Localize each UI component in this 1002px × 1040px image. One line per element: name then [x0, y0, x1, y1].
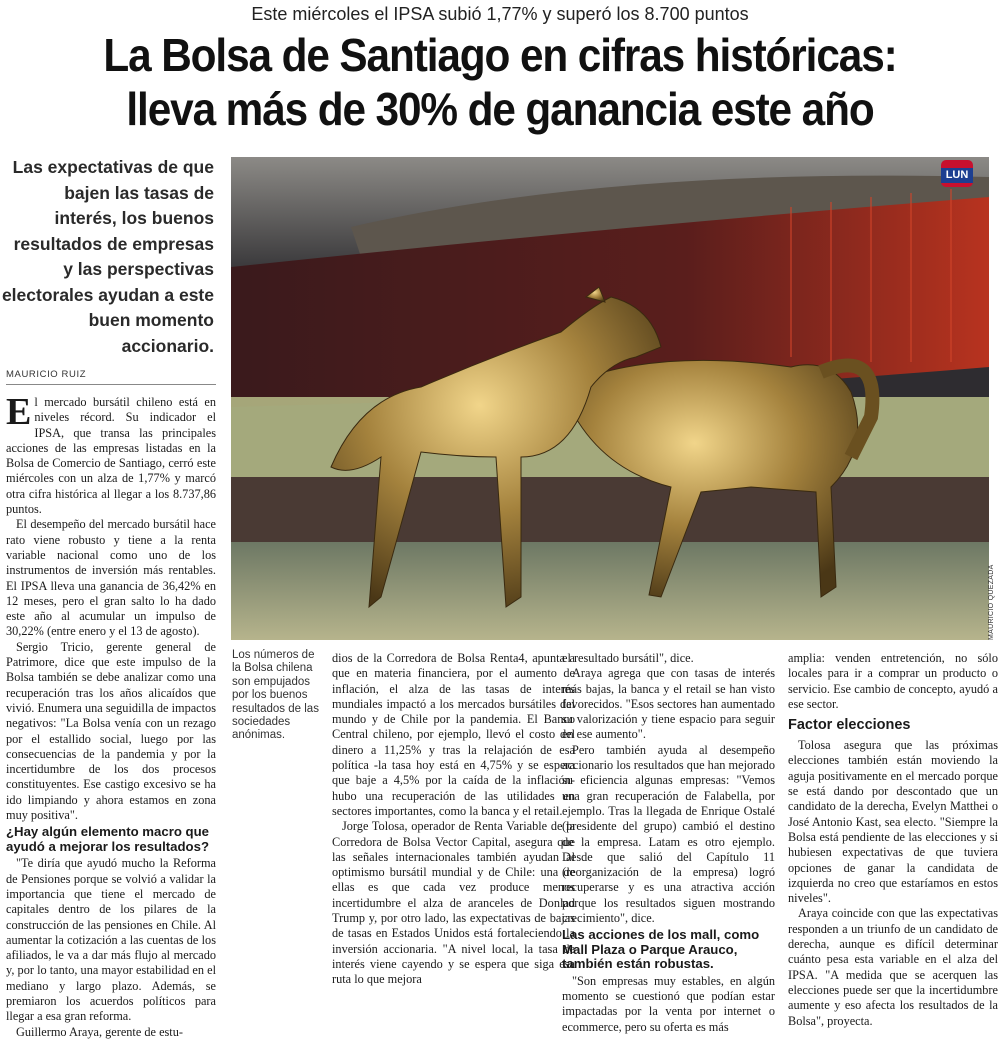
paragraph: l mercado bursátil chileno está en niveles récord. Su indicador el IPSA, que transa las principales acciones de las empresas listadas en la Bolsa de Comercio de Santiago, cerró este miércoles con un alza de 1,77% y marcó otra cifra histórica al llegar a los 8.737,86 puntos. [6, 395, 216, 517]
paragraph: Jorge Tolosa, operador de Renta Variable de la Corredora de Bolsa Vector Capital, asegura que las señales internacionales también ayudan al optimismo bursátil mundial y de Chile: una de ellas es que cada vez produce menos incertidumbre el alza de aranceles de Donlad Trump y, por otro lado, las expectativas de bajas de tasas en Estados Unidos está fortaleciendo la inversión accionaria. "A nivel local, la tasa de interés viene cayendo y se espera que siga esa ruta lo que mejora [332, 819, 575, 987]
paragraph: Pero también ayuda al desempeño accionario los resultados que han mejorado su eficiencia algunas empresas: "Vemos una gran recuperación de Falabella, por ejemplo. Tras la llegada de Enrique Ostalé (presidente del grupo) cambió el destino de la empresa. Latam es otro ejemplo. Desde que salió del Capítulo 11 (reorganización de la empresa) logró recuperarse y es una atractiva acción porque los resultados siguen mostrando crecimiento", dice. [562, 742, 775, 926]
headline-line-2: lleva más de 30% de ganancia este año [126, 83, 874, 135]
photo-caption: Los números de la Bolsa chilena son empujados por los buenos resultados de las sociedades anónimas. [232, 649, 319, 742]
article-photo [231, 157, 989, 640]
paragraph: amplia: venden entretención, no sólo locales para ir a comprar un producto o servicio. Ese cambio de concepto, ayudó a ese sector. [788, 651, 998, 711]
byline: MAURICIO RUIZ [6, 369, 216, 385]
photo-credit: MAURICIO QUEZADA [988, 564, 995, 640]
paragraph: "Son empresas muy estables, en algún momento se cuestionó que podían estar impactadas por la venta por internet o ecommerce, pero su oferta es más [562, 973, 775, 1034]
paragraph: Araya coincide con que las expectativas responden a un triunfo de un candidato de derecha, aunque es difícil determinar cuánto pesa esta variable en el alza del IPSA. "A medida que se acerquen las elecciones puede ser que la incertidumbre aumente y eso afecta los resultados de la Bolsa", proyecta. [788, 906, 998, 1028]
article-column-4 [788, 651, 998, 1028]
paragraph: dios de la Corredora de Bolsa Renta4, apunta a que en materia financiera, por el aumento de inflación, el alza de las tasas de interés mundiales impactó a los mercados bursátiles del mundo y de Chile por la pandemia. El Banco Central chileno, por ejemplo, llevó el costo del dinero a 11,25% y tras la relajación de esa política -la tasa hoy está en 4,75% y se espera que baje a 4,5% por la caída de la inflación- hubo una recuperación de las utilidades en sectores importantes, como la banca y el retail. [332, 651, 575, 818]
horse-statue-illustration [231, 157, 989, 640]
article-lead: Las expectativas de que bajen las tasas de interés, los buenos resultados de empresas y las perspectivas electorales ayudan a este buen momento accionario. [1, 157, 214, 356]
paragraph: Guillermo Araya, gerente de estu- [16, 1024, 183, 1039]
article-kicker: Este miércoles el IPSA subió 1,77% y superó los 8.700 puntos [251, 4, 749, 24]
article-headline [40, 28, 960, 136]
headline-line-1: La Bolsa de Santiago en cifras históricas: [103, 29, 897, 81]
lun-logo: LUN [941, 160, 973, 187]
interview-question: ¿Hay algún elemento macro que ayudó a mejorar los resultados? [6, 824, 210, 854]
interview-question: Las acciones de los mall, como Mall Plaza o Parque Arauco, también están robustas. [562, 927, 760, 972]
paragraph: el resultado bursátil", dice. [562, 651, 694, 665]
paragraph: Araya agrega que con tasas de interés más bajas, la banca y el retail se han visto favorecidos. "Esos sectores han aumentado su valorización y tiene espacio para seguir en ese aumento". [562, 666, 775, 742]
article-column-3 [562, 651, 775, 1034]
section-subhead: Factor elecciones [788, 717, 911, 734]
paragraph: "Te diría que ayudó mucho la Reforma de Pensiones porque se volvió a validar la importancia que tiene el mercado de capitales dentro de los pilares de la construcción de las pensiones en Chile. Al aumentar la cotización a las cuentas de los afiliados, le va a dar más flujo al mercado y, por lo tanto, una mayor estabilidad en el mediano y largo plazo. Además, se premiaron los acuerdos políticos para llegar a esa gran reforma. [6, 856, 216, 1024]
article-column-1 [6, 391, 216, 1039]
paragraph: El desempeño del mercado bursátil hace rato viene robusto y tiene a la renta variable nacional como uno de los instrumentos de inversión más rentables. El IPSA lleva una ganancia de 36,42% en 12 meses, pero el gran salto lo ha dado este año al acumular un impulso de 30,22% (entre enero y el 13 de agosto). [6, 517, 216, 639]
paragraph: Sergio Tricio, gerente general de Patrimore, dice que este impulso de la Bolsa también se debe analizar como una recuperación tras los años alicaídos que vivió. Enumera una seguidilla de impactos negativos: "La Bolsa venía con un rezago por el estallido social, luego por las consecuencias de la pandemia y por la incertidumbre de los dos procesos constituyentes. Ese castigo excesivo se ha ido limpiando y ahora estamos en zona muy positiva". [6, 639, 216, 823]
drop-cap: E [6, 391, 32, 433]
paragraph: Tolosa asegura que las próximas elecciones también están moviendo la aguja positivamente en el mercado porque se está dando por descontado que un candidato de la derecha, Evelyn Matthei o José Antonio Kast, sea electo. "Siempre la Bolsa está pendiente de las elecciones y si hubiesen expectativas de que tuviera opciones de ganar la candidata de izquierda no creo que estaríamos en estos niveles". [788, 738, 998, 906]
article-column-2 [332, 651, 575, 1003]
